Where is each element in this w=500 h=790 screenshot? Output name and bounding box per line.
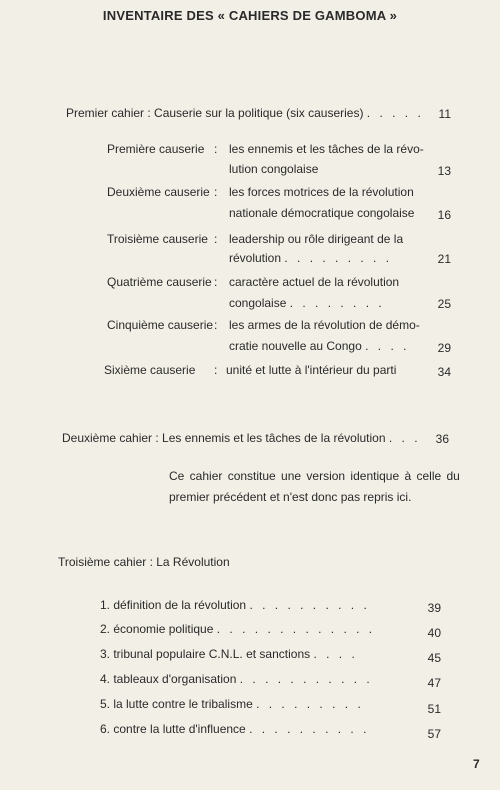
leader-dots: . . . . . — [366, 106, 424, 120]
cahier-3-heading: Troisième cahier : La Révolution — [58, 555, 230, 569]
causerie-2-line1: les forces motrices de la révolution — [229, 185, 414, 199]
item-text: 3. tribunal populaire C.N.L. et sanctions — [100, 647, 311, 661]
cahier-1-heading-text: Premier cahier : Causerie sur la politique (six causeries) — [66, 106, 364, 120]
cahier-3-item-2-page: 40 — [427, 626, 441, 640]
causerie-6-label: Sixième causerie — [104, 363, 196, 377]
item-text: 4. tableaux d'organisation — [100, 672, 237, 686]
cahier-3-item-3 — [100, 647, 358, 661]
cahier-3-item-3-page: 45 — [427, 651, 441, 665]
colon: : — [214, 142, 218, 156]
causerie-4-line2-text: congolaise — [229, 296, 287, 310]
causerie-3-label: Troisième causerie — [107, 232, 208, 246]
causerie-5-label: Cinquième causerie — [107, 318, 214, 332]
leader-dots: . . . . . . . . . . . — [239, 672, 373, 686]
colon: : — [214, 275, 218, 289]
causerie-4-line1: caractère actuel de la révolution — [229, 275, 400, 289]
leader-dots: . . . — [388, 431, 421, 445]
leader-dots: . . . . . . . . . . — [249, 598, 370, 612]
leader-dots: . . . . . . . . — [289, 296, 385, 310]
causerie-2-label: Deuxième causerie — [107, 185, 210, 199]
colon: : — [214, 363, 218, 377]
cahier-3-item-1 — [100, 598, 370, 612]
cahier-1-page: 11 — [438, 107, 451, 121]
cahier-3-item-5 — [100, 697, 364, 711]
causerie-1-label: Première causerie — [107, 142, 205, 156]
item-text: 5. la lutte contre le tribalisme — [100, 697, 253, 711]
leader-dots: . . . . . . . . . — [284, 251, 393, 265]
causerie-6-line1: unité et lutte à l'intérieur du parti — [226, 363, 397, 377]
page-number: 7 — [473, 757, 480, 771]
causerie-4-page: 25 — [437, 297, 451, 311]
causerie-5-page: 29 — [437, 341, 451, 355]
causerie-1-page: 13 — [437, 164, 451, 178]
colon: : — [214, 232, 218, 246]
cahier-3-item-4 — [100, 672, 373, 686]
causerie-1-line2: lution congolaise — [229, 162, 319, 176]
page-title: INVENTAIRE DES « CAHIERS DE GAMBOMA » — [102, 8, 398, 23]
causerie-3-line2 — [229, 251, 392, 265]
causerie-5-line1: les armes de la révolution de démo- — [229, 318, 420, 332]
item-text: 6. contre la lutte d'influence — [100, 722, 246, 736]
causerie-2-line2: nationale démocratique congolaise — [229, 206, 415, 220]
colon: : — [214, 185, 218, 199]
item-text: 1. définition de la révolution — [100, 598, 247, 612]
causerie-2-page: 16 — [437, 208, 451, 222]
cahier-3-item-6 — [100, 722, 369, 736]
cahier-2-heading — [62, 431, 421, 445]
cahier-2-heading-text: Deuxième cahier : Les ennemis et les tâches de la révolution — [62, 431, 386, 445]
cahier-3-item-4-page: 47 — [427, 676, 441, 690]
item-text: 2. économie politique — [100, 622, 214, 636]
cahier-2-note-line2: premier précédent et n'est donc pas repris ici. — [169, 490, 412, 504]
cahier-3-item-5-page: 51 — [427, 702, 441, 716]
leader-dots: . . . . — [313, 647, 358, 661]
leader-dots: . . . . . . . . . . — [249, 722, 370, 736]
causerie-3-line1: leadership ou rôle dirigeant de la — [229, 232, 404, 246]
cahier-2-page: 36 — [435, 432, 449, 446]
cahier-1-heading — [66, 106, 424, 120]
causerie-5-line2 — [229, 339, 409, 353]
causerie-6-page: 34 — [437, 365, 451, 379]
cahier-2-note-line1: Ce cahier constitue une version identique à celle du — [169, 469, 460, 483]
leader-dots: . . . . . . . . . . . . . — [216, 622, 376, 636]
causerie-3-line2-text: révolution — [229, 251, 282, 265]
cahier-3-item-1-page: 39 — [427, 601, 441, 615]
cahier-3-item-6-page: 57 — [427, 727, 441, 741]
colon: : — [214, 318, 218, 332]
causerie-4-line2 — [229, 296, 385, 310]
causerie-1-line1: les ennemis et les tâches de la révo- — [229, 142, 424, 156]
causerie-5-line2-text: cratie nouvelle au Congo — [229, 339, 362, 353]
causerie-4-label: Quatrième causerie — [107, 275, 212, 289]
leader-dots: . . . . . . . . . — [256, 697, 364, 711]
causerie-3-page: 21 — [437, 252, 451, 266]
leader-dots: . . . . — [365, 339, 410, 353]
cahier-3-item-2 — [100, 622, 375, 636]
